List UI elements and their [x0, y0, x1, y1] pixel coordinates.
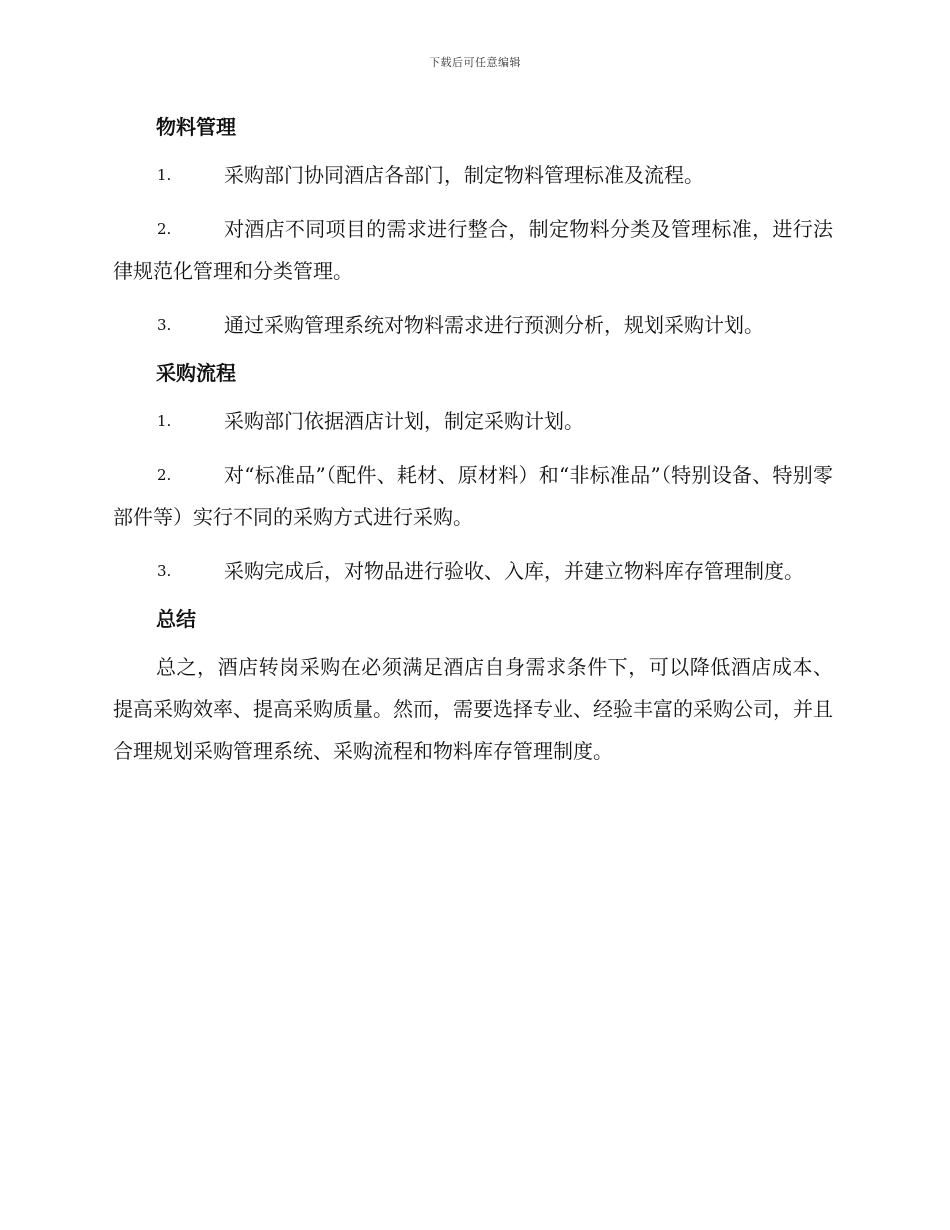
section-heading-material-management: 物料管理	[156, 115, 236, 139]
list-item	[113, 400, 833, 442]
summary-paragraph: 总之，酒店转岗采购在必须满足酒店自身需求条件下，可以降低酒店成本、提高采购效率、提高采购质量。然而，需要选择专业、经验丰富的采购公司，并且合理规划采购管理系统、采购流程和物料库存管理制度。	[113, 655, 833, 763]
list-item-text: 对酒店不同项目的需求进行整合，制定物料分类及管理标准，进行法律规范化管理和分类管理。	[113, 217, 833, 283]
list-item-text: 对“标准品”（配件、耗材、原材料）和“非标准品”（特别设备、特别零部件等）实行不同的采购方式进行采购。	[113, 463, 833, 529]
list-item	[113, 208, 833, 292]
list-number: 3.	[157, 562, 172, 580]
list-item	[113, 454, 833, 538]
list-item-text: 采购部门协同酒店各部门，制定物料管理标准及流程。	[224, 163, 704, 187]
section-heading-procurement-process: 采购流程	[156, 361, 236, 385]
list-number: 2.	[157, 220, 172, 238]
list-item-text: 采购部门依据酒店计划，制定采购计划。	[224, 409, 584, 433]
section-heading-summary: 总结	[156, 607, 196, 631]
list-number: 3.	[157, 316, 172, 334]
list-item	[113, 304, 833, 346]
list-number: 1.	[157, 412, 172, 430]
header-note: 下载后可任意编辑	[429, 56, 521, 69]
document-body	[113, 112, 833, 772]
list-number: 2.	[157, 466, 172, 484]
list-item	[113, 154, 833, 196]
list-item	[113, 550, 833, 592]
list-number: 1.	[157, 166, 172, 184]
list-item-text: 采购完成后，对物品进行验收、入库，并建立物料库存管理制度。	[224, 559, 804, 583]
list-item-text: 通过采购管理系统对物料需求进行预测分析，规划采购计划。	[224, 313, 764, 337]
